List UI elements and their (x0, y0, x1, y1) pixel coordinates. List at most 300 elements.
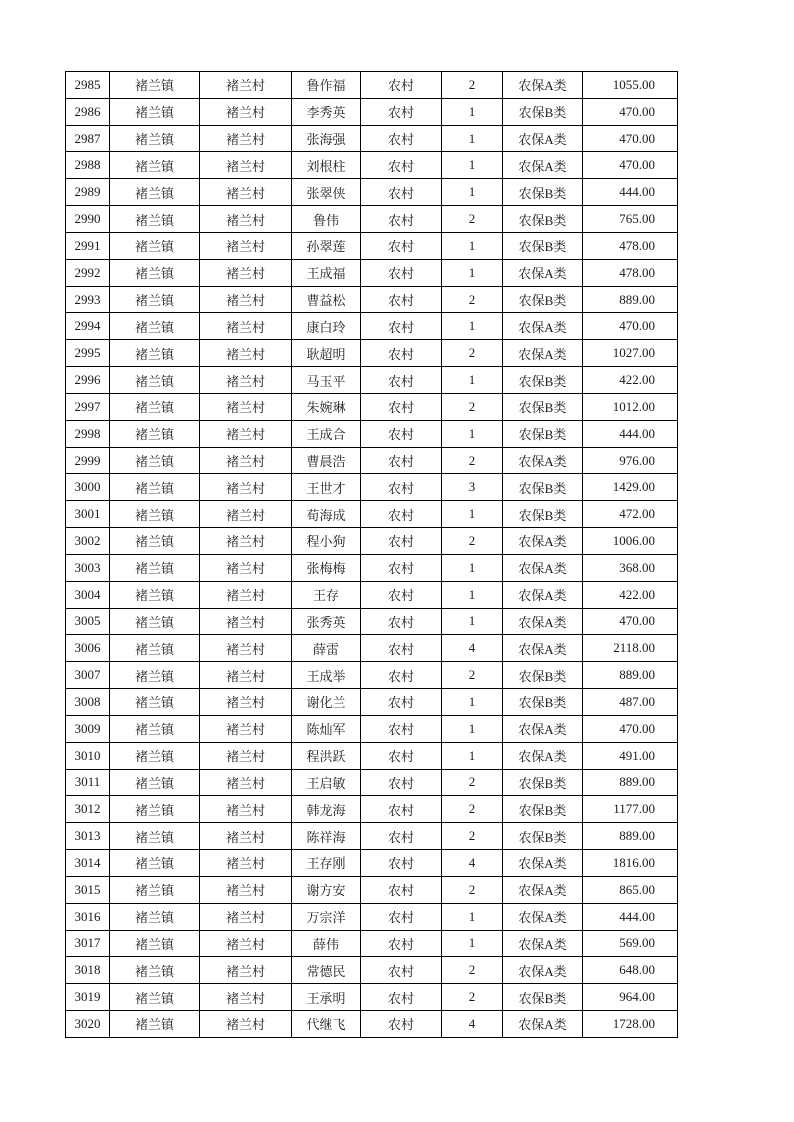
cell-amount: 648.00 (583, 957, 678, 984)
cell-household-type: 农村 (361, 608, 442, 635)
cell-person-name: 朱婉琳 (292, 393, 361, 420)
cell-household-type: 农村 (361, 340, 442, 367)
cell-person-name: 谢方安 (292, 876, 361, 903)
cell-village: 褚兰村 (200, 581, 292, 608)
table-row (66, 554, 678, 581)
cell-serial-number: 2987 (66, 125, 110, 152)
table-row (66, 984, 678, 1011)
cell-household-type: 农村 (361, 528, 442, 555)
cell-village: 褚兰村 (200, 984, 292, 1011)
cell-village: 褚兰村 (200, 474, 292, 501)
cell-amount: 470.00 (583, 125, 678, 152)
cell-serial-number: 3008 (66, 689, 110, 716)
table-row (66, 796, 678, 823)
cell-town: 褚兰镇 (110, 1010, 200, 1037)
cell-person-count: 1 (442, 125, 503, 152)
cell-household-type: 农村 (361, 367, 442, 394)
cell-town: 褚兰镇 (110, 393, 200, 420)
cell-village: 褚兰村 (200, 501, 292, 528)
cell-amount: 889.00 (583, 823, 678, 850)
cell-person-count: 4 (442, 635, 503, 662)
cell-town: 褚兰镇 (110, 179, 200, 206)
cell-serial-number: 3020 (66, 1010, 110, 1037)
cell-household-type: 农村 (361, 876, 442, 903)
table-row (66, 474, 678, 501)
cell-person-name: 刘根柱 (292, 152, 361, 179)
cell-town: 褚兰镇 (110, 152, 200, 179)
cell-person-name: 王启敏 (292, 769, 361, 796)
cell-amount: 2118.00 (583, 635, 678, 662)
cell-insurance-category: 农保A类 (503, 313, 583, 340)
cell-serial-number: 3010 (66, 742, 110, 769)
cell-person-name: 王存 (292, 581, 361, 608)
cell-serial-number: 2990 (66, 206, 110, 233)
cell-person-count: 1 (442, 179, 503, 206)
cell-person-name: 马玉平 (292, 367, 361, 394)
cell-household-type: 农村 (361, 769, 442, 796)
cell-amount: 422.00 (583, 367, 678, 394)
cell-household-type: 农村 (361, 420, 442, 447)
cell-insurance-category: 农保A类 (503, 903, 583, 930)
cell-person-name: 康白玲 (292, 313, 361, 340)
cell-person-count: 2 (442, 769, 503, 796)
cell-village: 褚兰村 (200, 876, 292, 903)
cell-insurance-category: 农保B类 (503, 232, 583, 259)
cell-person-count: 2 (442, 984, 503, 1011)
cell-town: 褚兰镇 (110, 232, 200, 259)
cell-village: 褚兰村 (200, 367, 292, 394)
cell-insurance-category: 农保A类 (503, 72, 583, 99)
cell-village: 褚兰村 (200, 769, 292, 796)
cell-town: 褚兰镇 (110, 206, 200, 233)
cell-insurance-category: 农保A类 (503, 635, 583, 662)
cell-person-count: 1 (442, 259, 503, 286)
cell-village: 褚兰村 (200, 206, 292, 233)
cell-person-count: 1 (442, 903, 503, 930)
cell-household-type: 农村 (361, 581, 442, 608)
cell-insurance-category: 农保B类 (503, 474, 583, 501)
cell-person-count: 1 (442, 501, 503, 528)
cell-serial-number: 2999 (66, 447, 110, 474)
cell-insurance-category: 农保A类 (503, 528, 583, 555)
table-row (66, 420, 678, 447)
cell-serial-number: 3019 (66, 984, 110, 1011)
cell-village: 褚兰村 (200, 72, 292, 99)
cell-amount: 478.00 (583, 232, 678, 259)
cell-village: 褚兰村 (200, 232, 292, 259)
cell-serial-number: 3009 (66, 715, 110, 742)
table-row (66, 232, 678, 259)
cell-insurance-category: 农保A类 (503, 152, 583, 179)
table-row (66, 98, 678, 125)
cell-person-count: 2 (442, 957, 503, 984)
cell-insurance-category: 农保A类 (503, 715, 583, 742)
cell-serial-number: 3005 (66, 608, 110, 635)
cell-town: 褚兰镇 (110, 501, 200, 528)
cell-village: 褚兰村 (200, 259, 292, 286)
cell-insurance-category: 农保A类 (503, 1010, 583, 1037)
cell-village: 褚兰村 (200, 689, 292, 716)
cell-person-name: 陈祥海 (292, 823, 361, 850)
cell-town: 褚兰镇 (110, 796, 200, 823)
cell-insurance-category: 农保A类 (503, 554, 583, 581)
cell-village: 褚兰村 (200, 1010, 292, 1037)
cell-village: 褚兰村 (200, 608, 292, 635)
cell-amount: 444.00 (583, 903, 678, 930)
cell-village: 褚兰村 (200, 796, 292, 823)
table-row (66, 152, 678, 179)
table-row (66, 313, 678, 340)
cell-amount: 976.00 (583, 447, 678, 474)
cell-person-count: 4 (442, 1010, 503, 1037)
cell-town: 褚兰镇 (110, 340, 200, 367)
table-body (66, 72, 678, 1038)
cell-village: 褚兰村 (200, 850, 292, 877)
table-row (66, 689, 678, 716)
table-row (66, 72, 678, 99)
table-row (66, 367, 678, 394)
cell-person-name: 曹益松 (292, 286, 361, 313)
cell-serial-number: 2992 (66, 259, 110, 286)
cell-town: 褚兰镇 (110, 286, 200, 313)
cell-serial-number: 3003 (66, 554, 110, 581)
cell-household-type: 农村 (361, 715, 442, 742)
cell-person-count: 1 (442, 689, 503, 716)
cell-insurance-category: 农保B类 (503, 769, 583, 796)
cell-town: 褚兰镇 (110, 367, 200, 394)
cell-person-count: 2 (442, 447, 503, 474)
cell-town: 褚兰镇 (110, 662, 200, 689)
cell-person-count: 2 (442, 72, 503, 99)
cell-amount: 1177.00 (583, 796, 678, 823)
cell-town: 褚兰镇 (110, 125, 200, 152)
table-row (66, 742, 678, 769)
cell-household-type: 农村 (361, 98, 442, 125)
cell-amount: 444.00 (583, 420, 678, 447)
cell-serial-number: 2985 (66, 72, 110, 99)
cell-person-count: 2 (442, 286, 503, 313)
cell-village: 褚兰村 (200, 286, 292, 313)
cell-household-type: 农村 (361, 742, 442, 769)
table-row (66, 259, 678, 286)
cell-person-count: 2 (442, 796, 503, 823)
cell-town: 褚兰镇 (110, 876, 200, 903)
cell-village: 褚兰村 (200, 930, 292, 957)
cell-person-count: 2 (442, 206, 503, 233)
cell-town: 褚兰镇 (110, 313, 200, 340)
cell-person-name: 曹晨浩 (292, 447, 361, 474)
cell-person-count: 2 (442, 662, 503, 689)
cell-household-type: 农村 (361, 393, 442, 420)
cell-household-type: 农村 (361, 635, 442, 662)
cell-insurance-category: 农保B类 (503, 984, 583, 1011)
cell-insurance-category: 农保B类 (503, 179, 583, 206)
cell-town: 褚兰镇 (110, 957, 200, 984)
cell-amount: 1012.00 (583, 393, 678, 420)
cell-amount: 470.00 (583, 152, 678, 179)
cell-insurance-category: 农保A类 (503, 447, 583, 474)
cell-village: 褚兰村 (200, 635, 292, 662)
cell-person-count: 2 (442, 823, 503, 850)
cell-person-name: 王存刚 (292, 850, 361, 877)
cell-serial-number: 2994 (66, 313, 110, 340)
cell-person-count: 1 (442, 420, 503, 447)
cell-serial-number: 3013 (66, 823, 110, 850)
cell-amount: 865.00 (583, 876, 678, 903)
cell-person-count: 1 (442, 313, 503, 340)
cell-village: 褚兰村 (200, 313, 292, 340)
cell-person-name: 韩龙海 (292, 796, 361, 823)
cell-person-name: 代继飞 (292, 1010, 361, 1037)
cell-serial-number: 3017 (66, 930, 110, 957)
cell-household-type: 农村 (361, 662, 442, 689)
cell-person-name: 张海强 (292, 125, 361, 152)
cell-insurance-category: 农保A类 (503, 930, 583, 957)
cell-amount: 889.00 (583, 769, 678, 796)
cell-person-count: 2 (442, 393, 503, 420)
cell-village: 褚兰村 (200, 903, 292, 930)
cell-town: 褚兰镇 (110, 608, 200, 635)
cell-person-name: 薛雷 (292, 635, 361, 662)
cell-person-name: 荀海成 (292, 501, 361, 528)
cell-person-count: 1 (442, 232, 503, 259)
cell-person-count: 1 (442, 98, 503, 125)
cell-serial-number: 3011 (66, 769, 110, 796)
cell-village: 褚兰村 (200, 957, 292, 984)
cell-household-type: 农村 (361, 823, 442, 850)
cell-person-count: 1 (442, 581, 503, 608)
table-row (66, 206, 678, 233)
cell-person-name: 张梅梅 (292, 554, 361, 581)
cell-person-name: 王成举 (292, 662, 361, 689)
cell-person-count: 1 (442, 742, 503, 769)
table-row (66, 635, 678, 662)
table-row (66, 662, 678, 689)
cell-amount: 889.00 (583, 662, 678, 689)
cell-serial-number: 3015 (66, 876, 110, 903)
table-row (66, 340, 678, 367)
cell-amount: 1027.00 (583, 340, 678, 367)
table-row (66, 608, 678, 635)
cell-village: 褚兰村 (200, 662, 292, 689)
table-row (66, 715, 678, 742)
cell-amount: 422.00 (583, 581, 678, 608)
cell-amount: 1429.00 (583, 474, 678, 501)
cell-person-name: 陈灿军 (292, 715, 361, 742)
cell-household-type: 农村 (361, 903, 442, 930)
cell-village: 褚兰村 (200, 340, 292, 367)
cell-insurance-category: 农保B类 (503, 420, 583, 447)
cell-household-type: 农村 (361, 1010, 442, 1037)
cell-person-name: 李秀英 (292, 98, 361, 125)
cell-amount: 1055.00 (583, 72, 678, 99)
cell-town: 褚兰镇 (110, 930, 200, 957)
cell-person-name: 谢化兰 (292, 689, 361, 716)
table-row (66, 528, 678, 555)
cell-person-count: 1 (442, 554, 503, 581)
cell-village: 褚兰村 (200, 98, 292, 125)
cell-serial-number: 2989 (66, 179, 110, 206)
cell-town: 褚兰镇 (110, 474, 200, 501)
table-row (66, 393, 678, 420)
cell-village: 褚兰村 (200, 528, 292, 555)
cell-serial-number: 3000 (66, 474, 110, 501)
cell-serial-number: 2993 (66, 286, 110, 313)
cell-person-name: 鲁作福 (292, 72, 361, 99)
cell-insurance-category: 农保A类 (503, 957, 583, 984)
cell-amount: 478.00 (583, 259, 678, 286)
cell-amount: 444.00 (583, 179, 678, 206)
cell-serial-number: 2998 (66, 420, 110, 447)
table-row (66, 125, 678, 152)
table-row (66, 447, 678, 474)
cell-person-name: 王成合 (292, 420, 361, 447)
cell-town: 褚兰镇 (110, 850, 200, 877)
cell-household-type: 农村 (361, 689, 442, 716)
cell-household-type: 农村 (361, 554, 442, 581)
cell-town: 褚兰镇 (110, 420, 200, 447)
cell-person-name: 鲁伟 (292, 206, 361, 233)
cell-village: 褚兰村 (200, 554, 292, 581)
cell-village: 褚兰村 (200, 125, 292, 152)
cell-town: 褚兰镇 (110, 528, 200, 555)
cell-person-name: 张秀英 (292, 608, 361, 635)
cell-town: 褚兰镇 (110, 984, 200, 1011)
cell-insurance-category: 农保B类 (503, 206, 583, 233)
cell-amount: 470.00 (583, 313, 678, 340)
cell-amount: 472.00 (583, 501, 678, 528)
cell-household-type: 农村 (361, 957, 442, 984)
table-row (66, 957, 678, 984)
cell-person-name: 程小狗 (292, 528, 361, 555)
cell-household-type: 农村 (361, 206, 442, 233)
cell-town: 褚兰镇 (110, 823, 200, 850)
cell-insurance-category: 农保A类 (503, 340, 583, 367)
cell-amount: 470.00 (583, 715, 678, 742)
cell-household-type: 农村 (361, 930, 442, 957)
table-row (66, 903, 678, 930)
cell-household-type: 农村 (361, 152, 442, 179)
cell-insurance-category: 农保B类 (503, 367, 583, 394)
cell-village: 褚兰村 (200, 179, 292, 206)
cell-serial-number: 3018 (66, 957, 110, 984)
cell-village: 褚兰村 (200, 420, 292, 447)
cell-amount: 1006.00 (583, 528, 678, 555)
cell-amount: 368.00 (583, 554, 678, 581)
cell-amount: 1816.00 (583, 850, 678, 877)
cell-person-count: 4 (442, 850, 503, 877)
cell-insurance-category: 农保A类 (503, 581, 583, 608)
cell-serial-number: 3002 (66, 528, 110, 555)
cell-person-name: 耿超明 (292, 340, 361, 367)
cell-town: 褚兰镇 (110, 742, 200, 769)
cell-household-type: 农村 (361, 313, 442, 340)
cell-person-count: 2 (442, 528, 503, 555)
cell-serial-number: 2991 (66, 232, 110, 259)
cell-town: 褚兰镇 (110, 72, 200, 99)
cell-person-name: 王世才 (292, 474, 361, 501)
cell-serial-number: 3016 (66, 903, 110, 930)
cell-town: 褚兰镇 (110, 447, 200, 474)
cell-insurance-category: 农保A类 (503, 608, 583, 635)
cell-person-count: 1 (442, 152, 503, 179)
cell-amount: 569.00 (583, 930, 678, 957)
cell-insurance-category: 农保A类 (503, 876, 583, 903)
cell-household-type: 农村 (361, 447, 442, 474)
cell-person-count: 1 (442, 930, 503, 957)
cell-household-type: 农村 (361, 259, 442, 286)
table-row (66, 179, 678, 206)
cell-town: 褚兰镇 (110, 554, 200, 581)
cell-town: 褚兰镇 (110, 715, 200, 742)
cell-amount: 765.00 (583, 206, 678, 233)
cell-amount: 889.00 (583, 286, 678, 313)
cell-town: 褚兰镇 (110, 259, 200, 286)
cell-person-count: 3 (442, 474, 503, 501)
cell-town: 褚兰镇 (110, 98, 200, 125)
cell-insurance-category: 农保A类 (503, 850, 583, 877)
cell-household-type: 农村 (361, 72, 442, 99)
cell-village: 褚兰村 (200, 152, 292, 179)
cell-town: 褚兰镇 (110, 581, 200, 608)
cell-serial-number: 3012 (66, 796, 110, 823)
cell-person-count: 1 (442, 715, 503, 742)
cell-household-type: 农村 (361, 501, 442, 528)
cell-town: 褚兰镇 (110, 903, 200, 930)
cell-household-type: 农村 (361, 232, 442, 259)
cell-serial-number: 2995 (66, 340, 110, 367)
cell-amount: 487.00 (583, 689, 678, 716)
cell-person-count: 2 (442, 340, 503, 367)
cell-town: 褚兰镇 (110, 769, 200, 796)
cell-person-count: 1 (442, 608, 503, 635)
table-row (66, 823, 678, 850)
cell-person-count: 2 (442, 876, 503, 903)
cell-village: 褚兰村 (200, 742, 292, 769)
cell-household-type: 农村 (361, 984, 442, 1011)
table-row (66, 1010, 678, 1037)
cell-serial-number: 2986 (66, 98, 110, 125)
cell-insurance-category: 农保B类 (503, 286, 583, 313)
table-row (66, 850, 678, 877)
cell-insurance-category: 农保B类 (503, 662, 583, 689)
cell-household-type: 农村 (361, 286, 442, 313)
cell-serial-number: 3007 (66, 662, 110, 689)
cell-amount: 964.00 (583, 984, 678, 1011)
cell-serial-number: 3004 (66, 581, 110, 608)
table-row (66, 581, 678, 608)
cell-insurance-category: 农保B类 (503, 98, 583, 125)
cell-village: 褚兰村 (200, 393, 292, 420)
cell-serial-number: 3014 (66, 850, 110, 877)
cell-person-name: 王成福 (292, 259, 361, 286)
cell-insurance-category: 农保A类 (503, 742, 583, 769)
table-row (66, 286, 678, 313)
cell-village: 褚兰村 (200, 447, 292, 474)
cell-insurance-category: 农保B类 (503, 689, 583, 716)
cell-village: 褚兰村 (200, 715, 292, 742)
cell-household-type: 农村 (361, 125, 442, 152)
cell-serial-number: 2997 (66, 393, 110, 420)
table-row (66, 876, 678, 903)
cell-insurance-category: 农保A类 (503, 259, 583, 286)
table-row (66, 769, 678, 796)
cell-serial-number: 2996 (66, 367, 110, 394)
cell-person-name: 张翠侠 (292, 179, 361, 206)
cell-serial-number: 3001 (66, 501, 110, 528)
benefits-table (65, 71, 678, 1038)
table-row (66, 501, 678, 528)
